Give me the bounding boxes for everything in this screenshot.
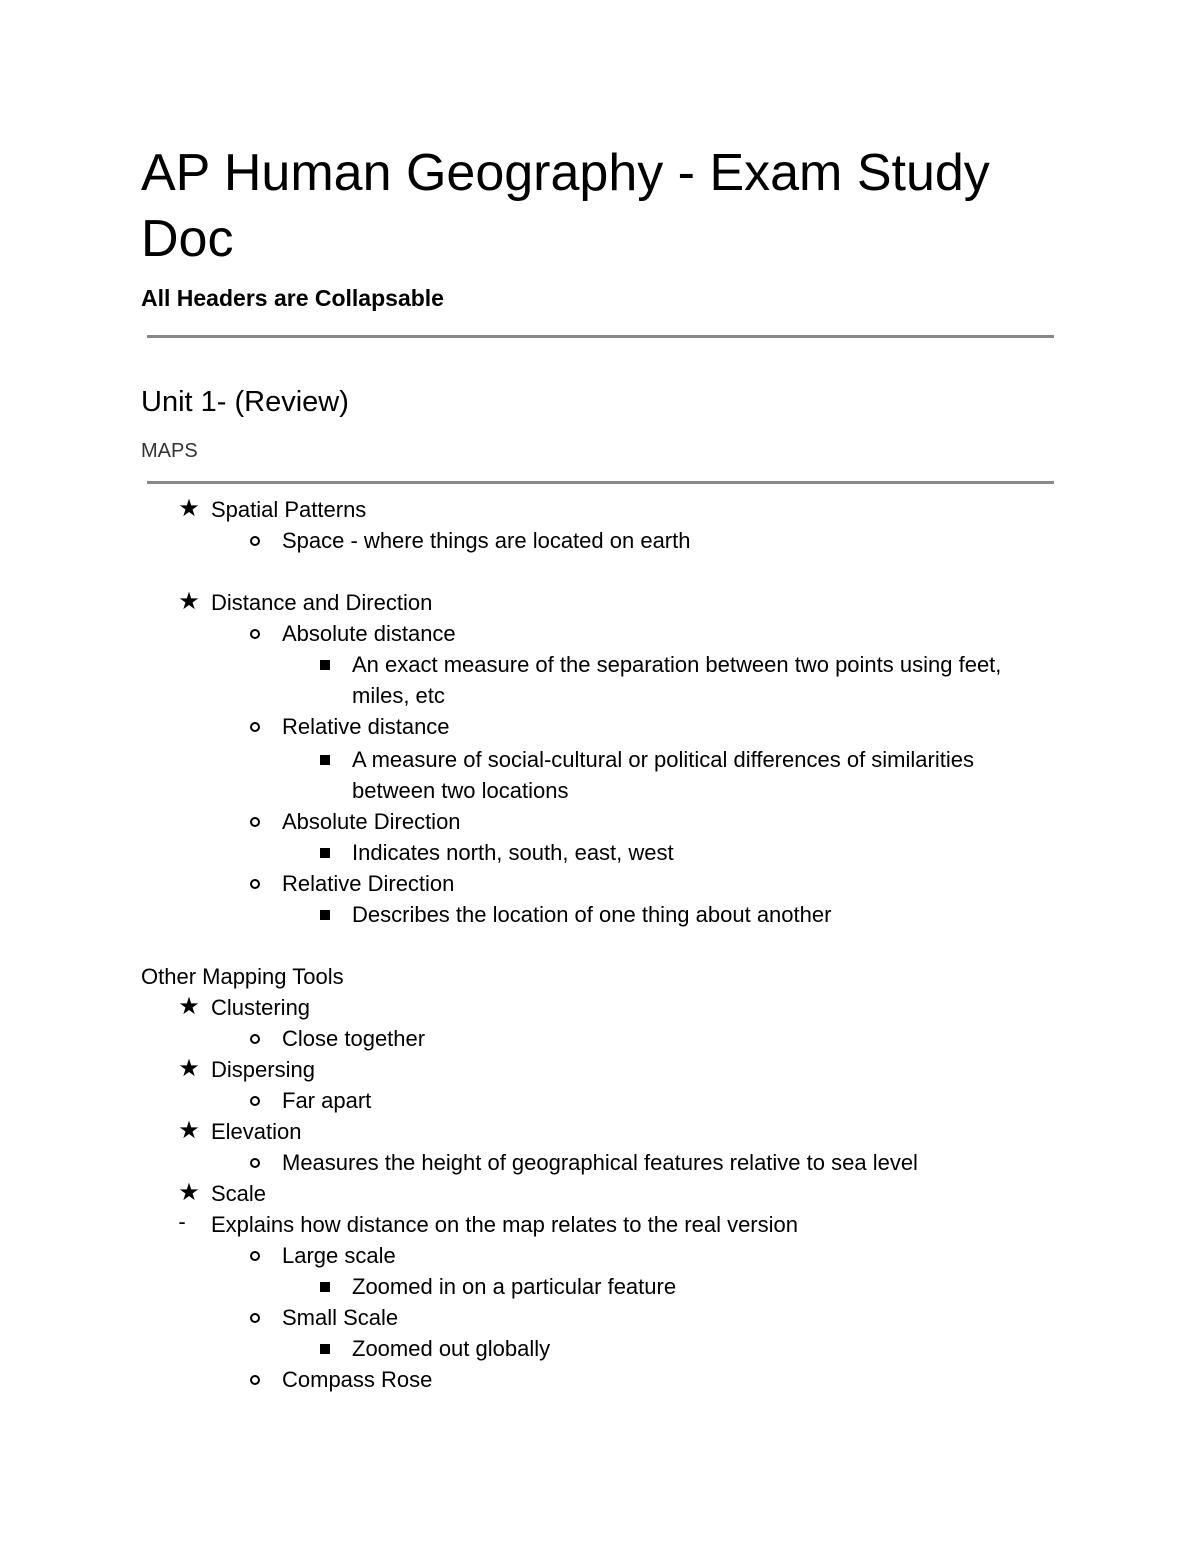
list-item: Zoomed out globally — [352, 1336, 551, 1361]
square-bullet-icon — [320, 755, 330, 765]
page-subtitle: All Headers are Collapsable — [141, 285, 444, 311]
list-item: A measure of social-cultural or political differences of similarities — [352, 747, 974, 772]
list-item: Distance and Direction — [211, 590, 433, 615]
list-item: Measures the height of geographical features relative to sea level — [282, 1150, 918, 1175]
list-item: An exact measure of the separation between two points using feet, — [352, 652, 1002, 677]
list-item: Elevation — [211, 1119, 302, 1144]
circle-bullet-icon — [250, 722, 260, 732]
list-item: Clustering — [211, 995, 311, 1020]
list-item: Relative distance — [282, 714, 450, 739]
square-bullet-icon — [320, 910, 330, 920]
list-item: Close together — [282, 1026, 426, 1051]
square-bullet-icon — [320, 848, 330, 858]
star-icon: ★ — [178, 1055, 200, 1082]
star-icon: ★ — [178, 1117, 200, 1144]
list-item: Small Scale — [282, 1305, 399, 1330]
circle-bullet-icon — [250, 629, 260, 639]
list-item: Space - where things are located on earth — [282, 528, 691, 553]
star-icon: ★ — [178, 993, 200, 1020]
circle-bullet-icon — [250, 1158, 260, 1168]
list-item: Explains how distance on the map relates to the real version — [211, 1212, 798, 1237]
square-bullet-icon — [320, 660, 330, 670]
horizontal-rule — [147, 335, 1054, 338]
list-item: Describes the location of one thing about another — [352, 902, 832, 927]
star-icon: ★ — [178, 1179, 200, 1206]
list-item: Far apart — [282, 1088, 372, 1113]
circle-bullet-icon — [250, 1034, 260, 1044]
list-item: Compass Rose — [282, 1367, 433, 1392]
circle-bullet-icon — [250, 536, 260, 546]
page-title: AP Human Geography - Exam Study Doc — [141, 144, 990, 268]
list-item-continuation: between two locations — [352, 778, 569, 803]
dash-icon: - — [178, 1209, 186, 1234]
circle-bullet-icon — [250, 1096, 260, 1106]
star-icon: ★ — [178, 588, 200, 615]
list-item: Indicates north, south, east, west — [352, 840, 674, 865]
square-bullet-icon — [320, 1344, 330, 1354]
list-item: Scale — [211, 1181, 267, 1206]
section-label: MAPS — [141, 440, 198, 462]
circle-bullet-icon — [250, 1375, 260, 1385]
star-icon: ★ — [178, 495, 200, 522]
list-item: Relative Direction — [282, 871, 455, 896]
list-item: Large scale — [282, 1243, 396, 1268]
circle-bullet-icon — [250, 879, 260, 889]
square-bullet-icon — [320, 1282, 330, 1292]
circle-bullet-icon — [250, 1313, 260, 1323]
list-item: Absolute distance — [282, 621, 456, 646]
circle-bullet-icon — [250, 817, 260, 827]
list-item: Dispersing — [211, 1057, 315, 1082]
list-item-continuation: miles, etc — [352, 683, 445, 708]
list-item: Zoomed in on a particular feature — [352, 1274, 677, 1299]
tools-heading: Other Mapping Tools — [141, 964, 344, 989]
list-item: Absolute Direction — [282, 809, 461, 834]
list-item: Spatial Patterns — [211, 497, 367, 522]
horizontal-rule — [147, 481, 1054, 484]
circle-bullet-icon — [250, 1251, 260, 1261]
unit-heading[interactable]: Unit 1- (Review) — [141, 386, 349, 418]
